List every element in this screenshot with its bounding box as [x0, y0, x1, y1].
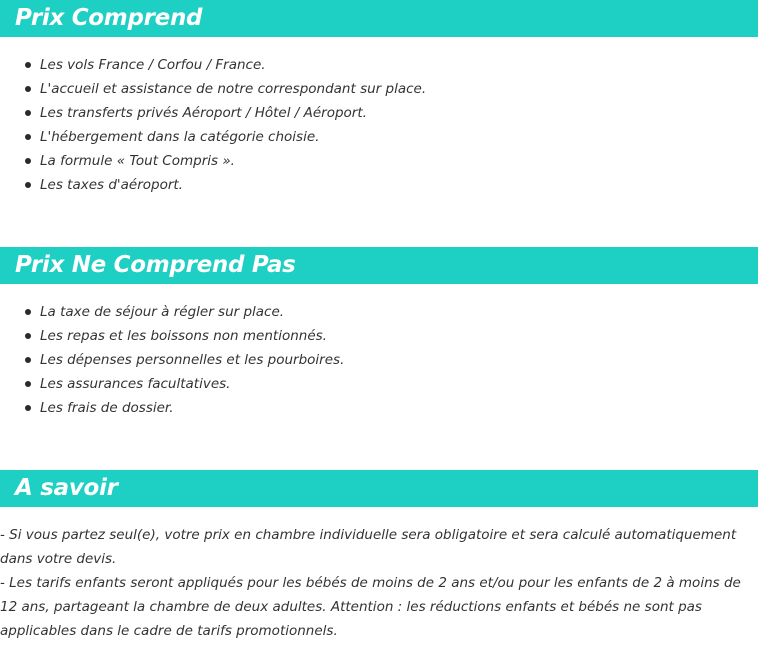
- bullet-icon: [25, 134, 31, 140]
- list-item: [0, 101, 758, 125]
- list-item: [0, 396, 758, 420]
- included-list: [0, 37, 758, 197]
- list-item-text: La formule « Tout Compris ».: [40, 153, 235, 169]
- bullet-icon: [25, 405, 31, 411]
- section-title: A savoir: [0, 470, 758, 507]
- bullet-icon: [25, 62, 31, 68]
- list-item-text: Les taxes d'aéroport.: [40, 177, 183, 193]
- list-item: [0, 149, 758, 173]
- list-item-text: Les frais de dossier.: [40, 400, 174, 416]
- section-a-savoir: [0, 470, 758, 643]
- list-item-text: La taxe de séjour à régler sur place.: [40, 304, 285, 320]
- list-item: [0, 77, 758, 101]
- list-item-text: Les repas et les boissons non mentionnés.: [40, 328, 327, 344]
- info-text: [0, 507, 758, 643]
- list-item-text: Les vols France / Corfou / France.: [40, 57, 266, 73]
- section-prix-ne-comprend-pas: [0, 247, 758, 420]
- section-prix-comprend: [0, 0, 758, 197]
- bullet-icon: [25, 158, 31, 164]
- section-title: Prix Comprend: [0, 0, 758, 37]
- list-item: [0, 173, 758, 197]
- bullet-icon: [25, 182, 31, 188]
- bullet-icon: [25, 381, 31, 387]
- list-item: [0, 53, 758, 77]
- bullet-icon: [25, 309, 31, 315]
- section-title: Prix Ne Comprend Pas: [0, 247, 758, 284]
- list-item: [0, 348, 758, 372]
- list-item: [0, 125, 758, 149]
- list-item-text: Les transferts privés Aéroport / Hôtel / Aéroport.: [40, 105, 367, 121]
- info-paragraph: - Si vous partez seul(e), votre prix en chambre individuelle sera obligatoire et sera calculé automatiquement dans votre devis.: [0, 527, 737, 567]
- list-item: [0, 300, 758, 324]
- list-item-text: Les dépenses personnelles et les pourboires.: [40, 352, 345, 368]
- list-item: [0, 324, 758, 348]
- bullet-icon: [25, 86, 31, 92]
- bullet-icon: [25, 357, 31, 363]
- excluded-list: [0, 284, 758, 420]
- bullet-icon: [25, 110, 31, 116]
- list-item-text: L'hébergement dans la catégorie choisie.: [40, 129, 320, 145]
- list-item-text: Les assurances facultatives.: [40, 376, 231, 392]
- bullet-icon: [25, 333, 31, 339]
- list-item-text: L'accueil et assistance de notre correspondant sur place.: [40, 81, 427, 97]
- list-item: [0, 372, 758, 396]
- info-paragraph: - Les tarifs enfants seront appliqués pour les bébés de moins de 2 ans et/ou pour les enfants de 2 à moins de 12 ans, partageant la chambre de deux adultes. Attention : les réductions enfants et bébés ne sont pas applicables dans le cadre de tarifs promotionnels.: [0, 575, 741, 639]
